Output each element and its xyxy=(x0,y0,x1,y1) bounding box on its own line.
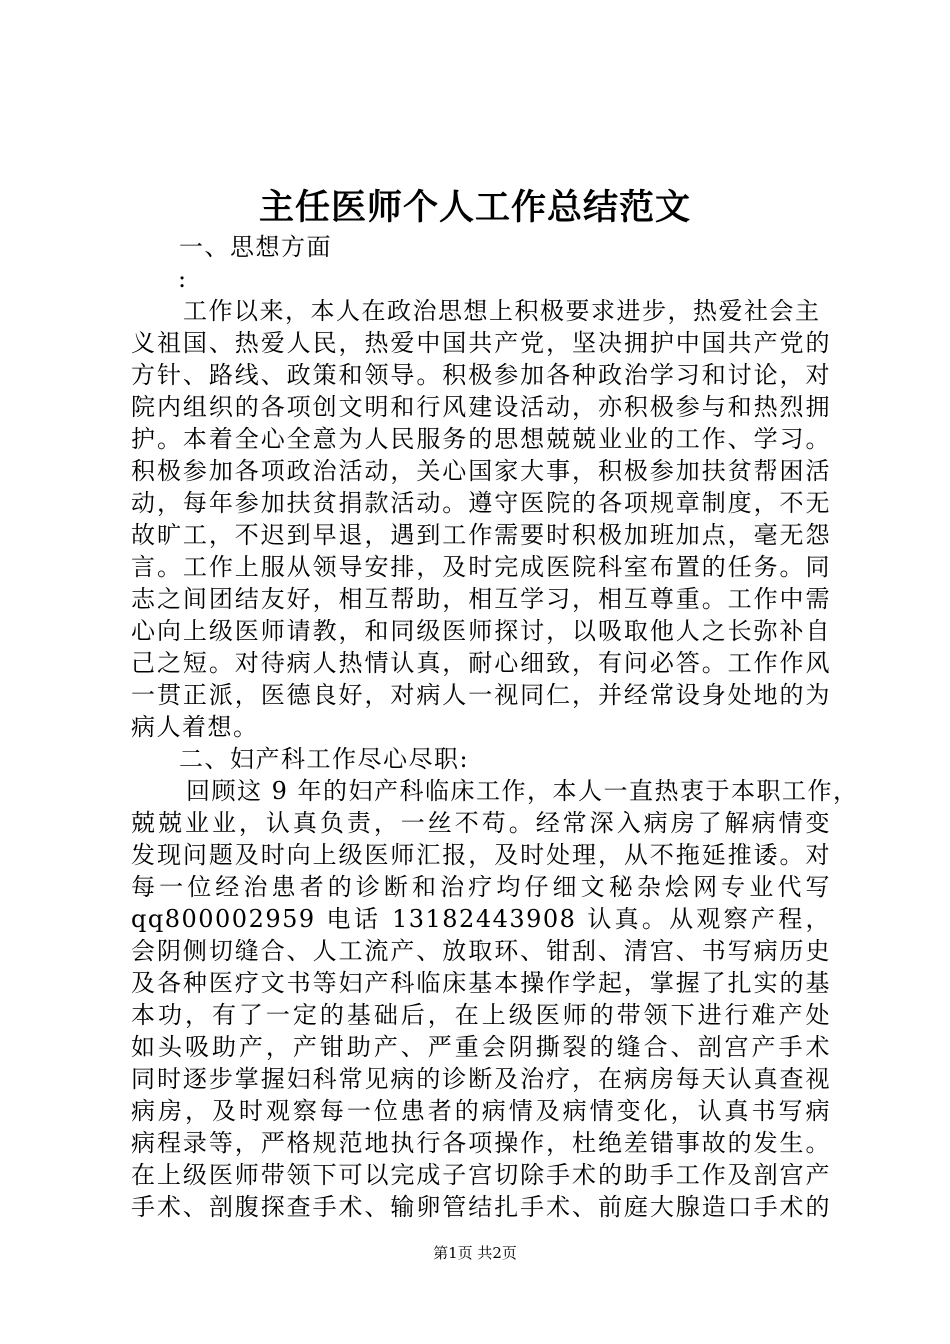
body-line: 故旷工，不迟到早退，遇到工作需要时积极加班加点，毫无怨 xyxy=(131,521,831,549)
document-title: 主任医师个人工作总结范文 xyxy=(258,187,691,228)
body-line: 及各种医疗文书等妇产科临床基本操作学起，掌握了扎实的基 xyxy=(131,969,831,997)
body-line: 一贯正派，医德良好，对病人一视同仁，并经常设身处地的为 xyxy=(131,681,831,709)
body-line: 一、思想方面 xyxy=(179,233,332,261)
body-line: 积极参加各项政治活动，关心国家大事，积极参加扶贫帮困活 xyxy=(131,457,831,485)
body-line: 如头吸助产，产钳助产、严重会阴撕裂的缝合、剖宫产手术 xyxy=(131,1033,831,1061)
body-line: 义祖国、热爱人民，热爱中国共产党，坚决拥护中国共产党的 xyxy=(131,329,831,357)
body-line: 志之间团结友好，相互帮助，相互学习，相互尊重。工作中需 xyxy=(131,585,831,613)
body-line: 病人着想。 xyxy=(131,713,259,741)
body-line: 方针、路线、政策和领导。积极参加各种政治学习和讨论，对 xyxy=(131,361,831,389)
body-line: : xyxy=(178,265,188,293)
body-line: 在上级医师带领下可以完成子宫切除手术的助手工作及剖宫产 xyxy=(131,1161,831,1189)
body-line: 动，每年参加扶贫捐款活动。遵守医院的各项规章制度，不无 xyxy=(131,489,831,517)
body-line: 兢兢业业，认真负责，一丝不苟。经常深入病房了解病情变 xyxy=(131,809,831,837)
body-line: 回顾这 9 年的妇产科临床工作，本人一直热衷于本职工作， xyxy=(186,777,859,805)
body-line: 病程录等，严格规范地执行各项操作，杜绝差错事故的发生。 xyxy=(131,1129,831,1157)
body-line: 本功，有了一定的基础后，在上级医师的带领下进行难产处 xyxy=(131,1001,831,1029)
body-line: 会阴侧切缝合、人工流产、放取环、钳刮、清宫、书写病历史 xyxy=(131,937,831,965)
body-line: 同时逐步掌握妇科常见病的诊断及治疗，在病房每天认真查视 xyxy=(131,1065,831,1093)
body-line: 心向上级医师请教，和同级医师探讨，以吸取他人之长弥补自 xyxy=(131,617,831,645)
body-line: 发现问题及时向上级医师汇报，及时处理，从不拖延推诿。对 xyxy=(131,841,831,869)
body-line: 言。工作上服从领导安排，及时完成医院科室布置的任务。同 xyxy=(131,553,831,581)
body-line: 手术、剖腹探查手术、输卵管结扎手术、前庭大腺造口手术的 xyxy=(131,1193,831,1221)
body-line: 护。本着全心全意为人民服务的思想兢兢业业的工作、学习。 xyxy=(131,425,831,453)
page-footer: 第1页 共2页 xyxy=(433,1244,517,1262)
body-line: 病房，及时观察每一位患者的病情及病情变化，认真书写病 xyxy=(131,1097,831,1125)
body-line: 工作以来，本人在政治思想上积极要求进步，热爱社会主 xyxy=(183,297,821,325)
body-line: qq800002959 电话 13182443908 认真。从观察产程， xyxy=(131,905,831,933)
body-line: 每一位经治患者的诊断和治疗均仔细文秘杂烩网专业代写 xyxy=(131,873,831,901)
body-line: 二、妇产科工作尽心尽职: xyxy=(179,745,470,773)
document-body xyxy=(131,207,859,1223)
body-line: 己之短。对待病人热情认真，耐心细致，有问必答。工作作风 xyxy=(131,649,831,677)
title-spacer xyxy=(131,207,831,231)
body-line: 院内组织的各项创文明和行风建设活动，亦积极参与和热烈拥 xyxy=(131,393,831,421)
